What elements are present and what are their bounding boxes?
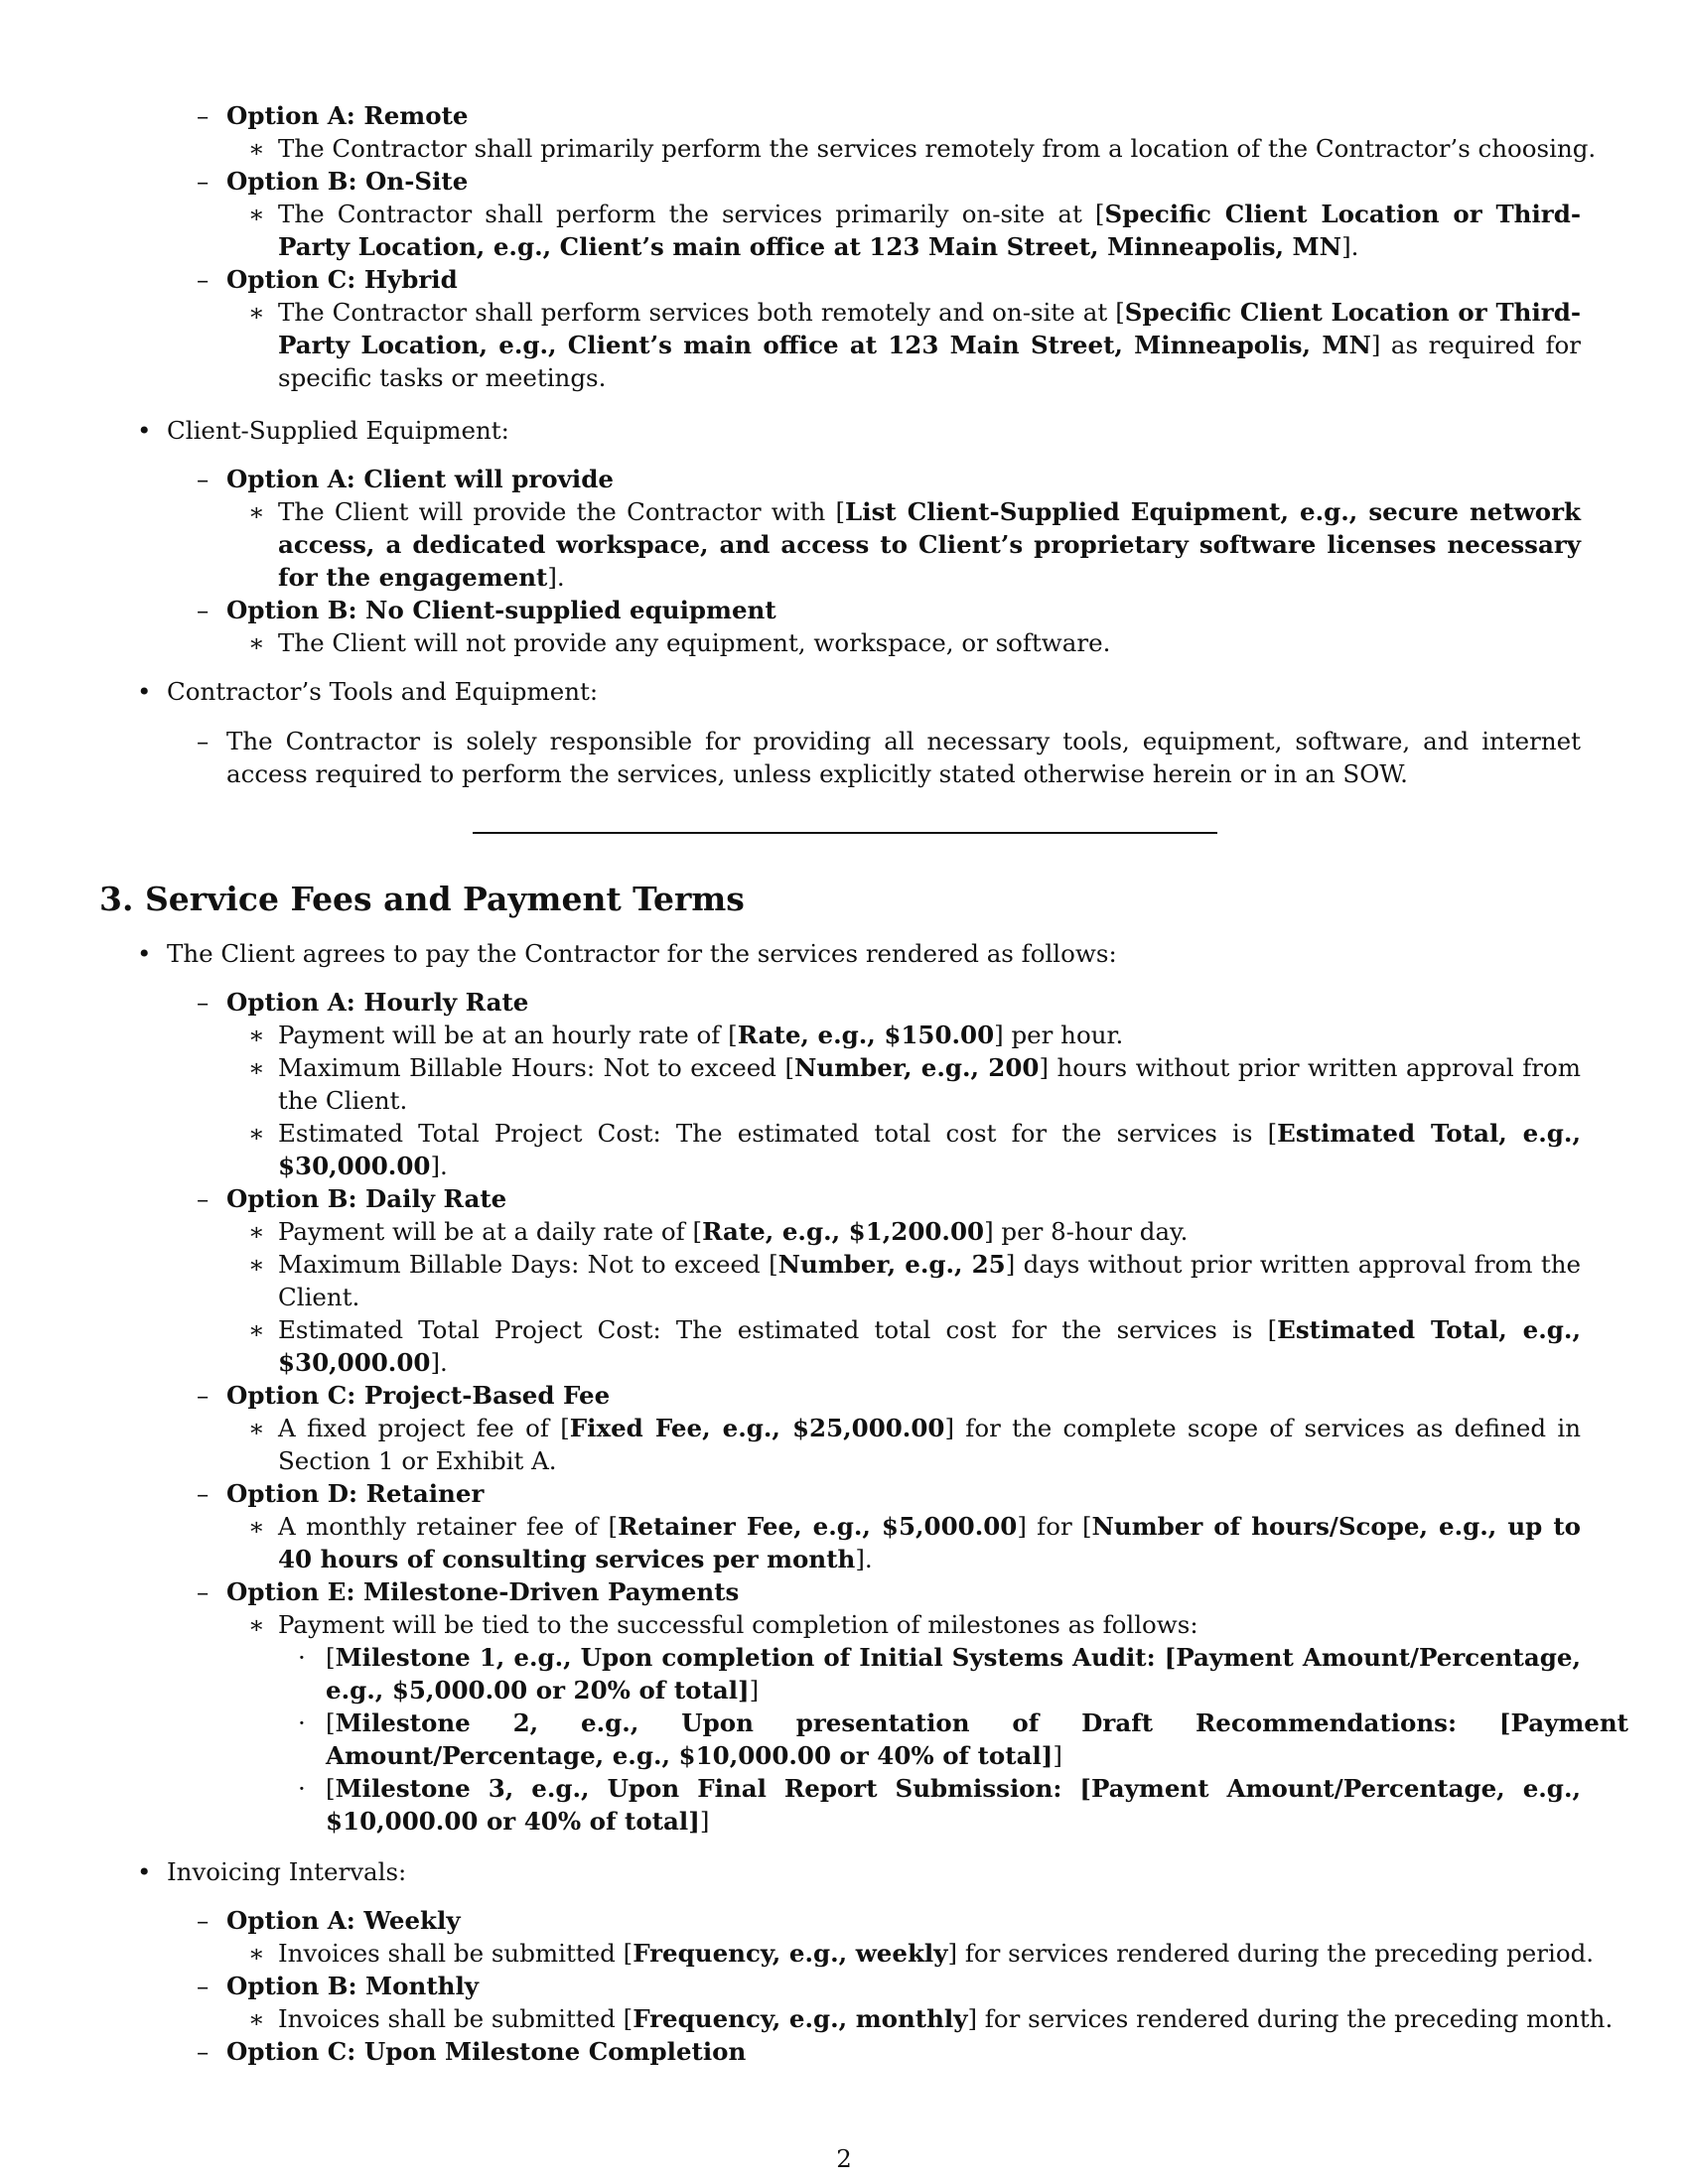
dash-marker: –	[197, 1381, 210, 1410]
dot-marker: ·	[298, 1708, 306, 1737]
asterisk-marker: ∗	[248, 1119, 265, 1148]
dash-marker: –	[197, 1577, 210, 1606]
fee-option-d-text: A monthly retainer fee of [Retainer Fee, e.g., $5,000.00] for [Number of hours/Scope, e.g., up to 40 hours of consulting services per month].	[278, 1512, 1581, 1573]
equipment-option-b-text: The Client will not provide any equipment, workspace, or software.	[278, 628, 1111, 657]
dash-marker: –	[197, 101, 210, 130]
asterisk-marker: ∗	[248, 1217, 265, 1246]
equipment-option-b-label: Option B: No Client-supplied equipment	[226, 596, 776, 624]
milestone-3: [Milestone 3, e.g., Upon Final Report Submission: [Payment Amount/Percentage, e.g., $10,000.00 or 40% of total]]	[326, 1774, 1581, 1836]
milestone-1: [Milestone 1, e.g., Upon completion of Initial Systems Audit: [Payment Amount/Percentage, e.g., $5,000.00 or 20% of total]]	[326, 1643, 1581, 1705]
invoicing-option-a-label: Option A: Weekly	[226, 1906, 461, 1935]
dot-marker: ·	[298, 1774, 306, 1803]
invoicing-option-a-text: Invoices shall be submitted [Frequency, e.g., weekly] for services rendered during the preceding period.	[278, 1939, 1595, 1968]
invoicing-option-c-label: Option C: Upon Milestone Completion	[226, 2037, 747, 2066]
fee-option-a-label: Option A: Hourly Rate	[226, 988, 529, 1017]
dash-marker: –	[197, 1479, 210, 1508]
asterisk-marker: ∗	[248, 497, 265, 526]
asterisk-marker: ∗	[248, 628, 265, 657]
asterisk-marker: ∗	[248, 1610, 265, 1639]
bullet-marker: •	[137, 1857, 152, 1886]
asterisk-marker: ∗	[248, 1414, 265, 1442]
dash-marker: –	[197, 2037, 210, 2066]
milestone-2: [Milestone 2, e.g., Upon presentation of Draft Recommendations: [Payment Amount/Percentage, e.g., $10,000.00 or 40% of total]]	[326, 1708, 1628, 1770]
section-3-title: 3. Service Fees and Payment Terms	[99, 880, 745, 918]
location-option-c-label: Option C: Hybrid	[226, 265, 458, 294]
asterisk-marker: ∗	[248, 1512, 265, 1541]
asterisk-marker: ∗	[248, 1315, 265, 1344]
bullet-marker: •	[137, 416, 152, 445]
fee-option-a-total: Estimated Total Project Cost: The estimated total cost for the services is [Estimated Total, e.g., $30,000.00].	[278, 1119, 1581, 1180]
bullet-marker: •	[137, 939, 152, 968]
dash-marker: –	[197, 265, 210, 294]
bullet-marker: •	[137, 677, 152, 706]
section-3-intro: The Client agrees to pay the Contractor for the services rendered as follows:	[167, 939, 1117, 968]
dash-marker: –	[197, 1906, 210, 1935]
asterisk-marker: ∗	[248, 2004, 265, 2033]
asterisk-marker: ∗	[248, 1053, 265, 1082]
fee-option-d-label: Option D: Retainer	[226, 1479, 485, 1508]
dash-marker: –	[197, 727, 210, 755]
dash-marker: –	[197, 1184, 210, 1213]
location-option-c-text: The Contractor shall perform services both remotely and on-site at [Specific Client Location or Third-Party Location, e.g., Client’s main office at 123 Main Street, Minneapolis, MN] as required for specific tasks or meetings.	[278, 298, 1582, 392]
location-option-b-label: Option B: On-Site	[226, 167, 469, 196]
fee-option-b-label: Option B: Daily Rate	[226, 1184, 507, 1213]
fee-option-c-text: A fixed project fee of [Fixed Fee, e.g., $25,000.00] for the complete scope of services as defined in Section 1 or Exhibit A.	[278, 1414, 1581, 1475]
equipment-heading: Client-Supplied Equipment:	[167, 416, 509, 445]
horizontal-rule	[473, 832, 1217, 834]
location-option-a-label: Option A: Remote	[226, 101, 469, 130]
equipment-option-a-label: Option A: Client will provide	[226, 465, 614, 493]
asterisk-marker: ∗	[248, 134, 265, 163]
invoicing-heading: Invoicing Intervals:	[167, 1857, 407, 1886]
fee-option-b-rate: Payment will be at a daily rate of [Rate, e.g., $1,200.00] per 8-hour day.	[278, 1217, 1189, 1246]
asterisk-marker: ∗	[248, 200, 265, 228]
equipment-option-a-text: The Client will provide the Contractor with [List Client-Supplied Equipment, e.g., secure network access, a dedicated workspace, and access to Client’s proprietary software licenses necessary for the engagement].	[278, 497, 1581, 592]
invoicing-option-b-label: Option B: Monthly	[226, 1972, 480, 2000]
dash-marker: –	[197, 465, 210, 493]
location-option-a-text: The Contractor shall primarily perform the services remotely from a location of the Contractor’s choosing.	[278, 134, 1597, 163]
fee-option-c-label: Option C: Project-Based Fee	[226, 1381, 611, 1410]
dash-marker: –	[197, 1972, 210, 2000]
fee-option-b-max-days: Maximum Billable Days: Not to exceed [Number, e.g., 25] days without prior written approval from the Client.	[278, 1250, 1582, 1311]
dash-marker: –	[197, 988, 210, 1017]
fee-option-a-rate: Payment will be at an hourly rate of [Rate, e.g., $150.00] per hour.	[278, 1021, 1124, 1049]
asterisk-marker: ∗	[248, 1939, 265, 1968]
tools-text: The Contractor is solely responsible for providing all necessary tools, equipment, software, and internet access required to perform the services, unless explicitly stated otherwise herein or in an SOW.	[226, 727, 1581, 788]
fee-option-e-text: Payment will be tied to the successful completion of milestones as follows:	[278, 1610, 1198, 1639]
location-option-b-text: The Contractor shall perform the services primarily on-site at [Specific Client Location or Third-Party Location, e.g., Client’s main office at 123 Main Street, Minneapolis, MN].	[278, 200, 1581, 261]
fee-option-a-max-hours: Maximum Billable Hours: Not to exceed [Number, e.g., 200] hours without prior written approval from the Client.	[278, 1053, 1581, 1115]
dot-marker: ·	[298, 1643, 306, 1672]
dash-marker: –	[197, 167, 210, 196]
fee-option-b-total: Estimated Total Project Cost: The estimated total cost for the services is [Estimated Total, e.g., $30,000.00].	[278, 1315, 1581, 1377]
asterisk-marker: ∗	[248, 1021, 265, 1049]
invoicing-option-b-text: Invoices shall be submitted [Frequency, e.g., monthly] for services rendered during the preceding month.	[278, 2004, 1614, 2033]
page-number: 2	[836, 2144, 852, 2173]
asterisk-marker: ∗	[248, 1250, 265, 1279]
tools-heading: Contractor’s Tools and Equipment:	[167, 677, 599, 706]
fee-option-e-label: Option E: Milestone-Driven Payments	[226, 1577, 740, 1606]
asterisk-marker: ∗	[248, 298, 265, 327]
dash-marker: –	[197, 596, 210, 624]
